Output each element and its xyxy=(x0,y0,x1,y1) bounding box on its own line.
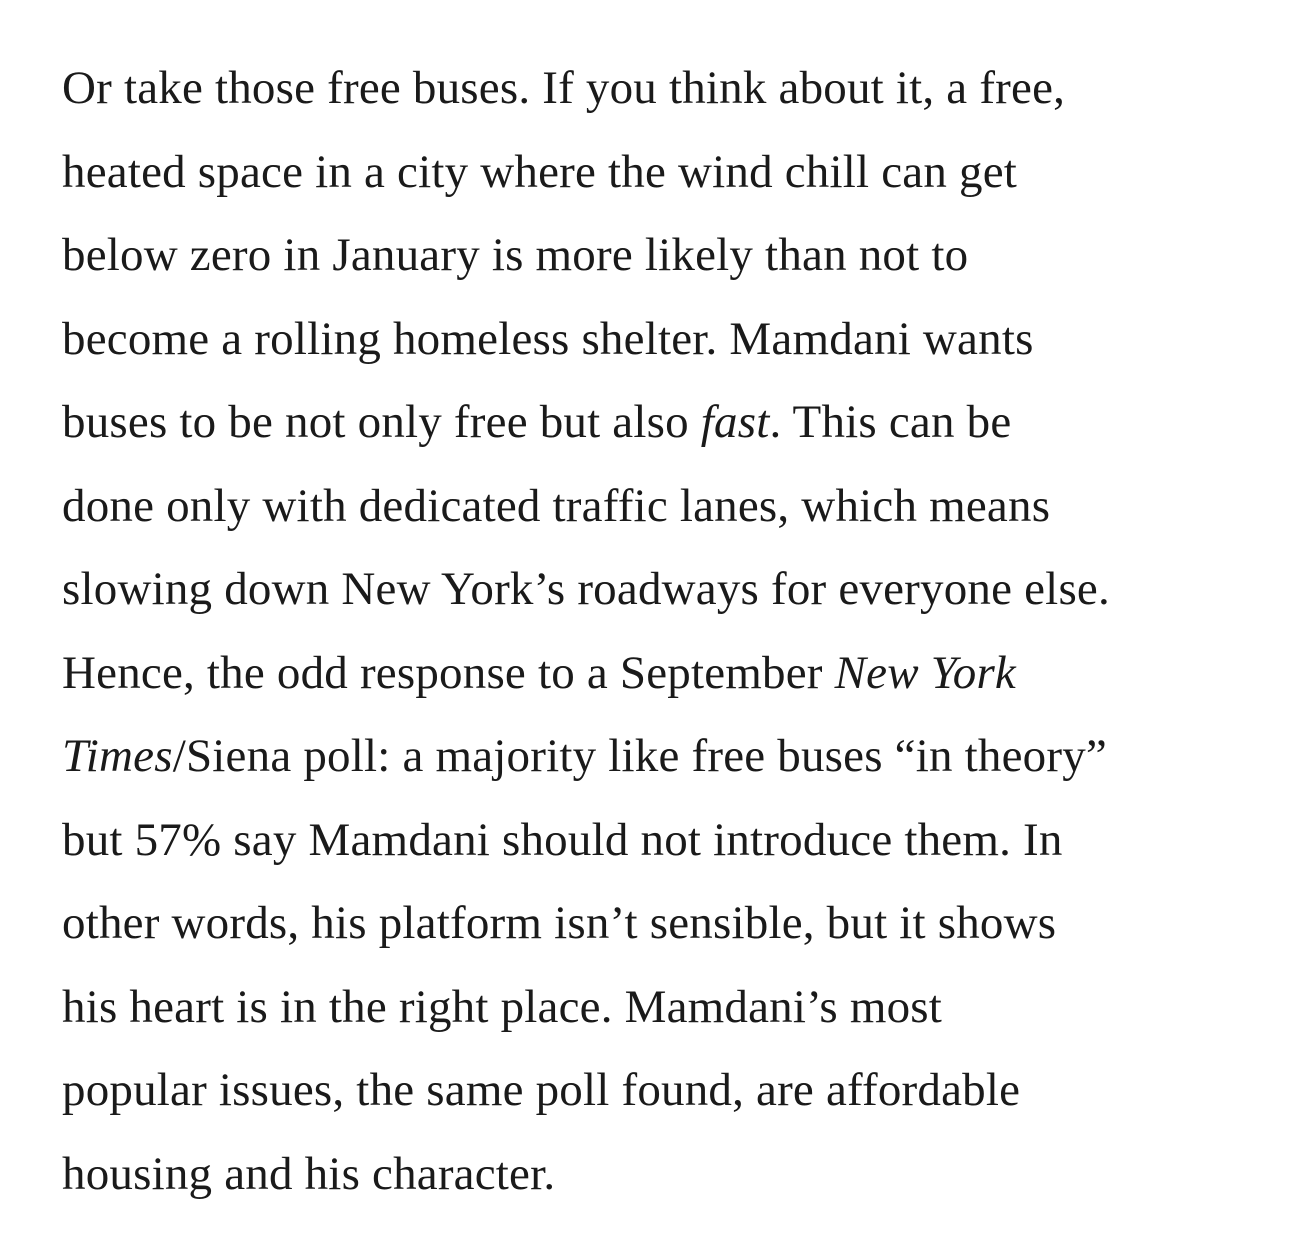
text-segment: done only with dedicated traffic lanes, which means xyxy=(62,479,1051,532)
text-segment: slowing down New York’s roadways for everyone else. xyxy=(62,563,1110,615)
text-line xyxy=(62,465,1242,549)
text-segment: popular issues, the same poll found, are affordable xyxy=(62,1064,1021,1116)
text-segment: housing and his character. xyxy=(62,1147,556,1200)
article-paragraph xyxy=(62,47,1242,1216)
text-line xyxy=(62,1133,1242,1217)
italic-text-segment: New York xyxy=(834,646,1016,699)
text-line xyxy=(62,715,1242,799)
text-segment: other words, his platform isn’t sensible, but it shows xyxy=(62,897,1057,949)
text-segment: Hence, the odd response to a September xyxy=(62,646,835,699)
text-segment: /Siena poll: a majority like free buses “in theory” xyxy=(172,730,1107,782)
text-line xyxy=(62,47,1242,131)
text-line xyxy=(62,882,1242,966)
text-line xyxy=(62,131,1242,215)
italic-text-segment: Times xyxy=(62,730,173,782)
text-line xyxy=(62,1049,1242,1133)
text-segment: heated space in a city where the wind chill can get xyxy=(62,145,1018,198)
text-segment: below zero in January is more likely than not to xyxy=(62,229,969,281)
text-segment: become a rolling homeless shelter. Mamdani wants xyxy=(62,312,1034,365)
text-segment: Or take those free buses. If you think about it, a free, xyxy=(62,62,1066,114)
text-line xyxy=(62,632,1242,716)
text-line xyxy=(62,214,1242,298)
text-line xyxy=(62,381,1242,465)
text-segment: . This can be xyxy=(769,396,1012,448)
text-segment: but 57% say Mamdani should not introduce them. In xyxy=(62,813,1063,866)
italic-text-segment: fast xyxy=(700,396,770,448)
text-line xyxy=(62,548,1242,632)
text-line xyxy=(62,966,1242,1050)
text-line xyxy=(62,298,1242,382)
text-segment: buses to be not only free but also xyxy=(62,396,701,448)
text-line xyxy=(62,799,1242,883)
text-segment: his heart is in the right place. Mamdani’s most xyxy=(62,980,943,1033)
